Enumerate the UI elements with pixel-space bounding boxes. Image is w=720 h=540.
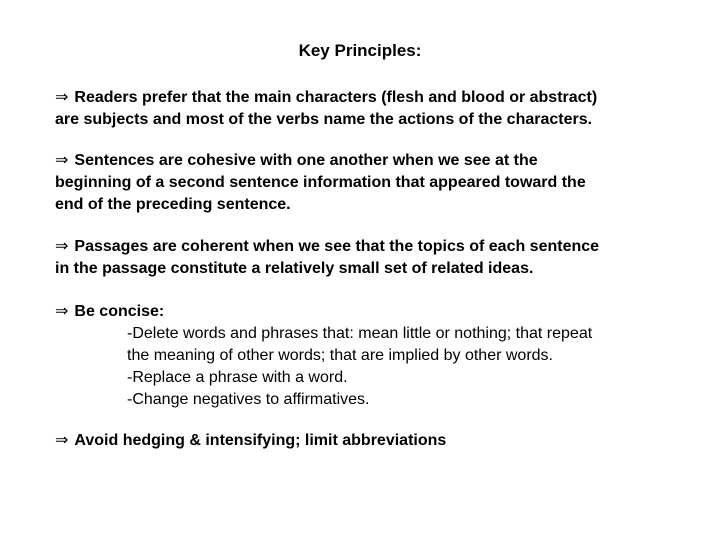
- principle-readers: [55, 87, 695, 131]
- implies-arrow-icon: ⇒: [55, 432, 69, 449]
- implies-arrow-icon: ⇒: [55, 238, 69, 255]
- slide-title: Key Principles:: [298, 41, 422, 60]
- principle-coherence: [55, 236, 695, 280]
- principle-line: [55, 87, 695, 109]
- concise-subpoint: -Replace a phrase with a word.: [127, 369, 348, 386]
- implies-arrow-icon: ⇒: [55, 152, 69, 169]
- principle-text: Be concise:: [74, 303, 165, 320]
- principle-hedging: [55, 430, 695, 452]
- principle-line: [55, 430, 695, 452]
- principle-text: beginning of a second sentence information that appeared toward the: [55, 174, 586, 191]
- principle-text: end of the preceding sentence.: [55, 196, 291, 213]
- principle-text: are subjects and most of the verbs name the actions of the characters.: [55, 111, 593, 128]
- principle-text: Passages are coherent when we see that the topics of each sentence: [74, 238, 600, 255]
- principle-text: Readers prefer that the main characters (flesh and blood or abstract): [74, 89, 598, 106]
- principle-text: Avoid hedging & intensifying; limit abbreviations: [74, 432, 447, 449]
- principle-line: [55, 150, 695, 172]
- implies-arrow-icon: ⇒: [55, 89, 69, 106]
- concise-subpoint: -Change negatives to affirmatives.: [127, 391, 370, 408]
- concise-subpoint: the meaning of other words; that are implied by other words.: [127, 347, 553, 364]
- principle-cohesion: [55, 150, 695, 216]
- principle-text: Sentences are cohesive with one another when we see at the: [74, 152, 538, 169]
- implies-arrow-icon: ⇒: [55, 303, 69, 320]
- principle-line: [55, 301, 695, 323]
- principle-concise: [55, 301, 695, 411]
- concise-subpoint: -Delete words and phrases that: mean little or nothing; that repeat: [127, 325, 593, 342]
- principle-text: in the passage constitute a relatively small set of related ideas.: [55, 260, 534, 277]
- principle-line: [55, 236, 695, 258]
